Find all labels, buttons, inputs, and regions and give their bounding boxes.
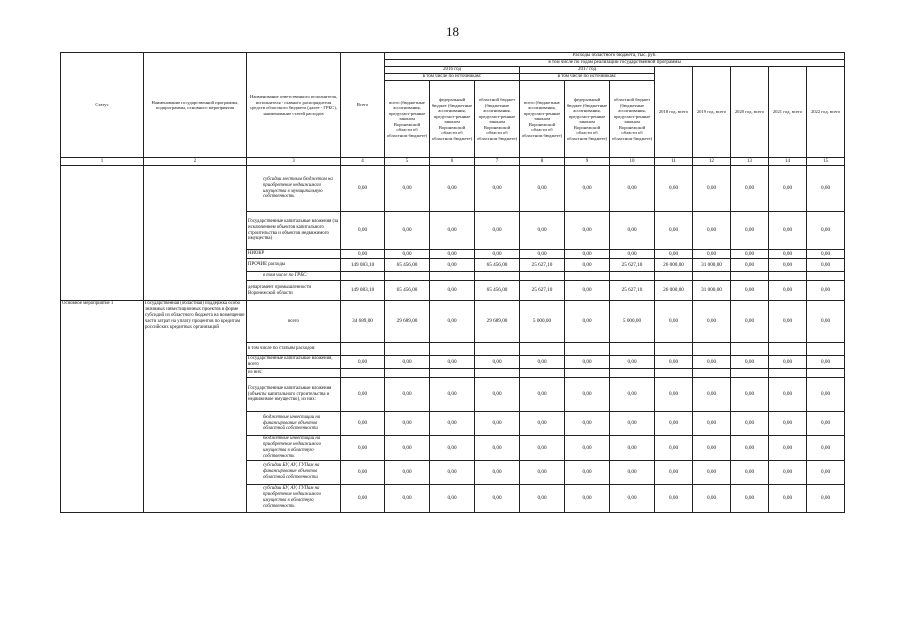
column-number: 5	[385, 158, 430, 166]
value-cell: 0,00	[769, 166, 807, 212]
value-cell: 0,00	[565, 412, 610, 436]
value-cell: 31 000,00	[693, 259, 731, 272]
row-label: Государственные капитальные вложения, всего	[247, 356, 341, 369]
value-cell: 0,00	[693, 378, 731, 412]
value-cell: 26 000,00	[655, 281, 693, 301]
value-cell: 0,00	[610, 484, 655, 512]
value-cell: 0,00	[520, 378, 565, 412]
value-cell: 0,00	[655, 166, 693, 212]
row-label: Государственные капитальные вложения (объекты капитального строительства и недвижимое имущество), из них:	[247, 378, 341, 412]
value-cell: 0,00	[385, 378, 430, 412]
value-cell: 0,00	[520, 460, 565, 484]
column-number: 15	[807, 158, 845, 166]
value-cell: 0,00	[693, 436, 731, 461]
value-cell: 0,00	[430, 301, 475, 343]
value-cell	[769, 343, 807, 356]
value-cell: 25 627,10	[520, 281, 565, 301]
header-2016-federal: федеральный бюджет (бюджетные ассигнования, предусмот-ренные законом Воронежской области об областном бюджете)	[430, 81, 475, 158]
value-cell: 65 456,00	[475, 259, 520, 272]
header-status: Статус	[61, 53, 144, 158]
value-cell: 0,00	[731, 259, 769, 272]
value-cell: 0,00	[769, 412, 807, 436]
activity-name: Государственная (областная) поддержка особо значимых инвестиционных проектов в форме субсидий из областного бюджета на возмещение части затрат на уплату процентов по кредитам российских кредитных организаций	[144, 301, 247, 513]
value-cell	[475, 272, 520, 281]
value-cell	[807, 369, 845, 378]
value-cell: 0,00	[807, 250, 845, 259]
value-cell: 0,00	[430, 378, 475, 412]
row-label: НИОКР	[247, 250, 341, 259]
value-cell: 0,00	[731, 412, 769, 436]
value-cell: 0,00	[565, 378, 610, 412]
value-cell: 0,00	[565, 484, 610, 512]
header-expenses: Расходы областного бюджета, тыс. руб.	[385, 53, 845, 60]
header-program: Наименование государственной программы, подпрограммы, основного мероприятия	[144, 53, 247, 158]
value-cell	[610, 369, 655, 378]
value-cell: 0,00	[807, 460, 845, 484]
value-cell: 0,00	[565, 166, 610, 212]
value-cell: 0,00	[565, 212, 610, 250]
value-cell	[731, 343, 769, 356]
value-cell: 0,00	[341, 436, 385, 461]
page-number: 18	[446, 24, 459, 39]
value-cell: 0,00	[731, 212, 769, 250]
row-label: бюджетные инвестиции на приобретение недвижимого имущества в областную собственность	[247, 436, 341, 461]
value-cell: 0,00	[731, 436, 769, 461]
value-cell: 0,00	[807, 378, 845, 412]
value-cell	[693, 272, 731, 281]
value-cell	[655, 369, 693, 378]
value-cell: 0,00	[693, 212, 731, 250]
column-number: 9	[565, 158, 610, 166]
value-cell: 0,00	[769, 460, 807, 484]
header-2017: 2017 год	[520, 67, 655, 74]
header-by-years: в том числе по годам реализации государственной программы	[385, 60, 845, 67]
value-cell: 25 627,10	[610, 259, 655, 272]
value-cell	[475, 343, 520, 356]
value-cell: 0,00	[385, 436, 430, 461]
value-cell: 0,00	[341, 166, 385, 212]
value-cell: 0,00	[430, 412, 475, 436]
value-cell: 0,00	[655, 212, 693, 250]
value-cell: 0,00	[655, 378, 693, 412]
table-header	[61, 53, 845, 166]
value-cell: 0,00	[769, 301, 807, 343]
column-number: 13	[731, 158, 769, 166]
value-cell: 0,00	[565, 356, 610, 369]
value-cell	[565, 369, 610, 378]
value-cell: 0,00	[520, 166, 565, 212]
value-cell	[430, 343, 475, 356]
header-sources-2016: в том числе по источникам:	[385, 74, 520, 81]
value-cell	[769, 272, 807, 281]
value-cell: 0,00	[520, 412, 565, 436]
value-cell: 0,00	[807, 281, 845, 301]
header-2019: 2019 год, всего	[693, 67, 731, 158]
value-cell: 0,00	[731, 356, 769, 369]
value-cell: 0,00	[565, 460, 610, 484]
value-cell	[610, 272, 655, 281]
program-cell-empty	[144, 166, 247, 301]
value-cell: 0,00	[475, 484, 520, 512]
value-cell: 0,00	[385, 460, 430, 484]
value-cell: 0,00	[610, 460, 655, 484]
value-cell	[385, 369, 430, 378]
value-cell: 29 689,00	[385, 301, 430, 343]
value-cell: 65 456,00	[385, 281, 430, 301]
value-cell: 0,00	[520, 356, 565, 369]
value-cell	[520, 343, 565, 356]
value-cell	[807, 272, 845, 281]
row-label: бюджетные инвестиции на финансирование объектов областной собственности	[247, 412, 341, 436]
value-cell: 0,00	[693, 250, 731, 259]
value-cell: 0,00	[807, 259, 845, 272]
value-cell	[610, 343, 655, 356]
value-cell: 26 000,00	[655, 259, 693, 272]
value-cell: 0,00	[565, 281, 610, 301]
column-number: 8	[520, 158, 565, 166]
value-cell: 0,00	[655, 484, 693, 512]
value-cell	[385, 343, 430, 356]
value-cell: 0,00	[731, 281, 769, 301]
value-cell	[565, 272, 610, 281]
value-cell: 0,00	[769, 378, 807, 412]
header-total: Всего	[341, 53, 385, 158]
row-label: в том числе по ГРБС:	[247, 272, 341, 281]
value-cell: 0,00	[520, 250, 565, 259]
value-cell: 0,00	[807, 484, 845, 512]
table-body	[61, 166, 845, 513]
value-cell	[731, 369, 769, 378]
value-cell: 0,00	[385, 412, 430, 436]
value-cell	[341, 272, 385, 281]
value-cell: 0,00	[341, 378, 385, 412]
value-cell	[655, 272, 693, 281]
value-cell: 0,00	[475, 412, 520, 436]
value-cell: 0,00	[430, 250, 475, 259]
value-cell: 0,00	[475, 378, 520, 412]
value-cell: 0,00	[655, 250, 693, 259]
value-cell: 0,00	[807, 166, 845, 212]
value-cell: 0,00	[475, 166, 520, 212]
value-cell: 5 000,00	[520, 301, 565, 343]
value-cell: 0,00	[731, 250, 769, 259]
value-cell: 34 689,00	[341, 301, 385, 343]
value-cell: 0,00	[341, 212, 385, 250]
value-cell: 0,00	[807, 412, 845, 436]
value-cell: 0,00	[731, 301, 769, 343]
value-cell	[341, 343, 385, 356]
column-number-row	[61, 158, 845, 166]
value-cell: 0,00	[475, 356, 520, 369]
row-label: субсидии местным бюджетам на приобретение недвижимого имущества в муниципальную собственность	[247, 166, 341, 212]
value-cell: 0,00	[341, 484, 385, 512]
value-cell	[520, 369, 565, 378]
value-cell: 0,00	[475, 460, 520, 484]
value-cell: 65 456,00	[385, 259, 430, 272]
column-number: 14	[769, 158, 807, 166]
value-cell	[430, 272, 475, 281]
value-cell: 0,00	[520, 484, 565, 512]
value-cell: 0,00	[520, 212, 565, 250]
header-2021: 2021 год, всего	[769, 67, 807, 158]
header-2022: 2022 год, всего	[807, 67, 845, 158]
value-cell	[475, 369, 520, 378]
table-row	[61, 166, 845, 212]
value-cell: 0,00	[430, 281, 475, 301]
value-cell: 0,00	[769, 436, 807, 461]
value-cell	[693, 369, 731, 378]
value-cell	[655, 343, 693, 356]
value-cell: 0,00	[430, 484, 475, 512]
value-cell	[520, 272, 565, 281]
value-cell	[769, 369, 807, 378]
value-cell: 0,00	[807, 356, 845, 369]
value-cell: 0,00	[520, 436, 565, 461]
row-label: субсидии БУ, АУ, ГУПам на приобретение недвижимого имущества в областную собственность	[247, 484, 341, 512]
row-label: всего	[247, 301, 341, 343]
header-sources-2017: в том числе по источникам:	[520, 74, 655, 81]
value-cell: 0,00	[565, 250, 610, 259]
value-cell: 0,00	[655, 356, 693, 369]
column-number: 2	[144, 158, 247, 166]
value-cell: 5 000,00	[610, 301, 655, 343]
value-cell: 0,00	[385, 166, 430, 212]
budget-table	[60, 52, 845, 513]
value-cell: 0,00	[385, 356, 430, 369]
value-cell: 0,00	[693, 460, 731, 484]
value-cell: 0,00	[565, 436, 610, 461]
header-2016-regional: областной бюджет (бюджетные ассигнования, предусмот-ренные законом Воронежской области об областном бюджете)	[475, 81, 520, 158]
value-cell: 29 689,00	[475, 301, 520, 343]
column-number: 4	[341, 158, 385, 166]
value-cell	[807, 343, 845, 356]
value-cell: 0,00	[430, 212, 475, 250]
value-cell: 0,00	[430, 436, 475, 461]
column-number: 3	[247, 158, 341, 166]
value-cell	[565, 343, 610, 356]
value-cell: 0,00	[565, 259, 610, 272]
row-label: департамент промышленности Воронежской области	[247, 281, 341, 301]
value-cell: 0,00	[610, 436, 655, 461]
value-cell: 0,00	[655, 436, 693, 461]
header-2016-total: всего (бюджетные ассигнования, предусмот-ренные законом Воронежской области об областном бюджете)	[385, 81, 430, 158]
value-cell: 0,00	[769, 281, 807, 301]
value-cell: 0,00	[731, 378, 769, 412]
value-cell: 0,00	[807, 301, 845, 343]
value-cell: 0,00	[693, 166, 731, 212]
value-cell: 0,00	[769, 356, 807, 369]
column-number: 1	[61, 158, 144, 166]
value-cell: 0,00	[655, 460, 693, 484]
value-cell: 149 083,10	[341, 259, 385, 272]
value-cell: 0,00	[341, 250, 385, 259]
column-number: 12	[693, 158, 731, 166]
value-cell: 0,00	[385, 484, 430, 512]
value-cell: 0,00	[430, 460, 475, 484]
value-cell: 0,00	[430, 166, 475, 212]
value-cell: 0,00	[341, 356, 385, 369]
value-cell: 65 456,00	[475, 281, 520, 301]
value-cell: 0,00	[610, 412, 655, 436]
header-2016: 2016 год	[385, 67, 520, 74]
value-cell: 0,00	[385, 250, 430, 259]
value-cell: 25 627,10	[610, 281, 655, 301]
header-2018: 2018 год, всего	[655, 67, 693, 158]
value-cell: 0,00	[769, 259, 807, 272]
value-cell: 0,00	[769, 484, 807, 512]
value-cell: 0,00	[731, 484, 769, 512]
value-cell: 0,00	[693, 412, 731, 436]
value-cell: 0,00	[693, 356, 731, 369]
value-cell: 0,00	[385, 212, 430, 250]
value-cell	[430, 369, 475, 378]
value-cell: 0,00	[610, 250, 655, 259]
value-cell: 31 000,00	[693, 281, 731, 301]
value-cell: 0,00	[610, 378, 655, 412]
table-row	[61, 301, 845, 343]
row-label: субсидии БУ, АУ, ГУПам на финансирование объектов областной собственности	[247, 460, 341, 484]
value-cell: 0,00	[731, 460, 769, 484]
value-cell	[731, 272, 769, 281]
value-cell: 0,00	[610, 166, 655, 212]
value-cell: 0,00	[475, 212, 520, 250]
header-2017-federal: федеральный бюджет (бюджетные ассигнования, предусмот-ренные законом Воронежской области об областном бюджете)	[565, 81, 610, 158]
status-cell-empty	[61, 166, 144, 301]
header-executor: Наименование ответственного исполнителя, исполнителя - главного распорядителя средств областного бюджета (далее - ГРБС), наименование статей расходов	[247, 53, 341, 158]
value-cell: 0,00	[475, 436, 520, 461]
value-cell: 0,00	[430, 356, 475, 369]
value-cell: 0,00	[655, 301, 693, 343]
value-cell: 0,00	[807, 212, 845, 250]
column-number: 11	[655, 158, 693, 166]
value-cell	[341, 369, 385, 378]
row-label: из них:	[247, 369, 341, 378]
value-cell: 149 083,10	[341, 281, 385, 301]
column-number: 7	[475, 158, 520, 166]
value-cell: 25 627,10	[520, 259, 565, 272]
value-cell: 0,00	[731, 166, 769, 212]
value-cell: 0,00	[610, 356, 655, 369]
header-2017-regional: областной бюджет (бюджетные ассигнования, предусмот-ренные законом Воронежской области об областном бюджете)	[610, 81, 655, 158]
column-number: 6	[430, 158, 475, 166]
row-label: в том числе по статьям расходов:	[247, 343, 341, 356]
value-cell: 0,00	[565, 301, 610, 343]
activity-status: Основное мероприятие 1	[61, 301, 144, 513]
value-cell	[385, 272, 430, 281]
row-label: ПРОЧИЕ расходы	[247, 259, 341, 272]
value-cell: 0,00	[769, 250, 807, 259]
header-2017-total: всего (бюджетные ассигнования, предусмот-ренные законом Воронежской области об областном бюджете)	[520, 81, 565, 158]
value-cell: 0,00	[807, 436, 845, 461]
value-cell: 0,00	[475, 250, 520, 259]
value-cell: 0,00	[341, 460, 385, 484]
column-number: 10	[610, 158, 655, 166]
header-2020: 2020 год, всего	[731, 67, 769, 158]
row-label: Государственные капитальные вложения (за исключением объектов капитального строительства и объектов недвижимого имущества)	[247, 212, 341, 250]
value-cell: 0,00	[610, 212, 655, 250]
value-cell	[693, 343, 731, 356]
value-cell: 0,00	[769, 212, 807, 250]
value-cell: 0,00	[693, 484, 731, 512]
value-cell: 0,00	[341, 412, 385, 436]
value-cell: 0,00	[430, 259, 475, 272]
value-cell: 0,00	[693, 301, 731, 343]
value-cell: 0,00	[655, 412, 693, 436]
